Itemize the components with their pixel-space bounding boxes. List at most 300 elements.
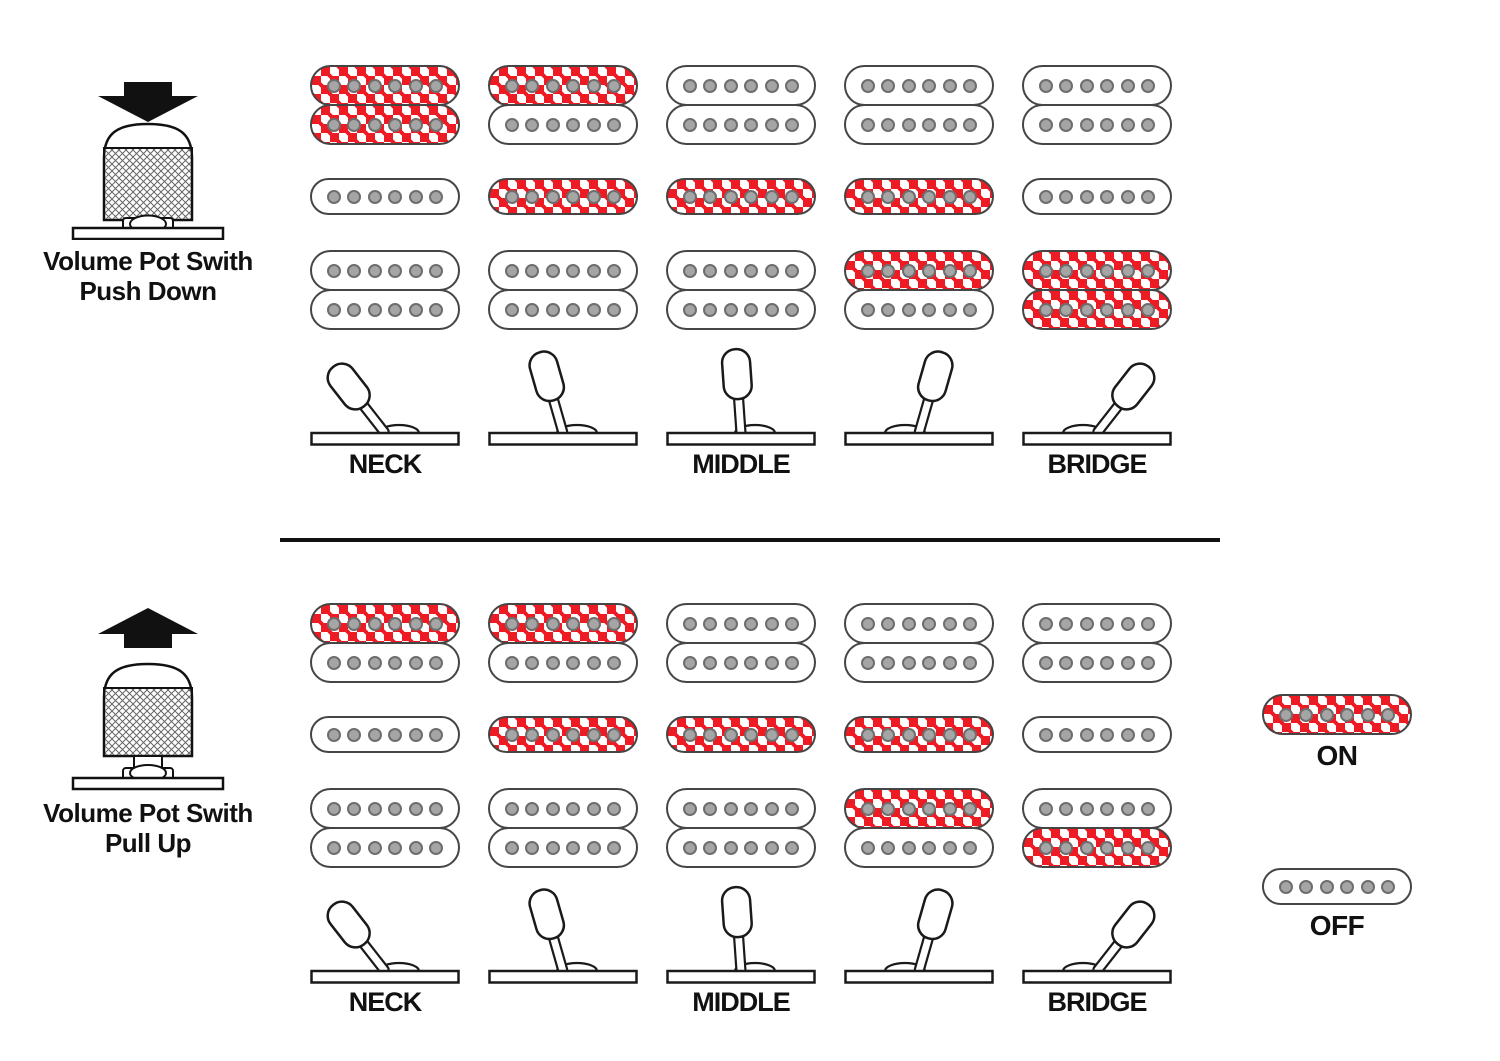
pole-piece-icon [861, 617, 875, 631]
pole-piece-icon [388, 656, 402, 670]
pole-piece-icon [409, 264, 423, 278]
middle-single-coil [310, 178, 460, 215]
pole-piece-icon [724, 190, 738, 204]
pole-piece-icon [703, 79, 717, 93]
caption-line-1: Volume Pot Swith [43, 246, 253, 276]
pole-piece-icon [943, 118, 957, 132]
pole-piece-icon [861, 190, 875, 204]
pole-piece-icon [587, 303, 601, 317]
pole-piece-icon [429, 303, 443, 317]
pole-piece-icon [902, 656, 916, 670]
pole-piece-icon [703, 264, 717, 278]
pole-piece-icon [943, 656, 957, 670]
pole-piece-icon [963, 802, 977, 816]
pole-piece-icon [327, 802, 341, 816]
pole-piece-icon [1100, 303, 1114, 317]
pole-piece-icon [347, 190, 361, 204]
legend-on [1262, 694, 1412, 772]
pole-piece-icon [744, 656, 758, 670]
pole-piece-icon [1100, 118, 1114, 132]
middle-single-coil [488, 716, 638, 753]
pole-piece-icon [546, 728, 560, 742]
pole-piece-icon [429, 728, 443, 742]
bridge-bottom-coil [666, 289, 816, 330]
pole-piece-icon [922, 190, 936, 204]
pull_up-position-3-column [666, 603, 816, 1019]
pole-piece-icon [525, 656, 539, 670]
pole-piece-icon [1080, 656, 1094, 670]
bridge-humbucker [310, 250, 460, 330]
pole-piece-icon [943, 79, 957, 93]
pole-piece-icon [525, 118, 539, 132]
pole-piece-icon [1039, 303, 1053, 317]
pole-piece-icon [566, 264, 580, 278]
pole-piece-icon [388, 118, 402, 132]
pole-piece-icon [902, 841, 916, 855]
pole-piece-icon [881, 802, 895, 816]
pole-piece-icon [943, 802, 957, 816]
pole-piece-icon [922, 728, 936, 742]
pole-piece-icon [902, 728, 916, 742]
pole-piece-icon [881, 264, 895, 278]
pole-piece-icon [1080, 264, 1094, 278]
pole-piece-icon [347, 264, 361, 278]
pole-piece-icon [902, 264, 916, 278]
pole-piece-icon [1080, 802, 1094, 816]
pole-piece-icon [1080, 617, 1094, 631]
pole-piece-icon [683, 728, 697, 742]
neck-bottom-coil [666, 104, 816, 145]
neck-bottom-coil [1022, 642, 1172, 683]
legend-off [1262, 868, 1412, 942]
selector-lever-icon [844, 885, 994, 984]
pole-piece-icon [902, 802, 916, 816]
middle-single-coil [844, 178, 994, 215]
pole-piece-icon [368, 118, 382, 132]
pole-piece-icon [1100, 728, 1114, 742]
neck-humbucker [488, 603, 638, 683]
pole-piece-icon [963, 303, 977, 317]
pole-piece-icon [683, 656, 697, 670]
pole-piece-icon [963, 118, 977, 132]
bridge-top-coil [310, 788, 460, 829]
pole-piece-icon [587, 79, 601, 93]
neck-humbucker [310, 603, 460, 683]
push-down-caption [43, 246, 253, 306]
pole-piece-icon [409, 617, 423, 631]
pole-piece-icon [744, 303, 758, 317]
bridge-bottom-coil [844, 827, 994, 868]
volume-knob-push-down-icon [28, 80, 268, 240]
pole-piece-icon [1059, 190, 1073, 204]
pole-piece-icon [429, 264, 443, 278]
neck-top-coil [310, 65, 460, 106]
position-label [488, 987, 638, 1019]
pole-piece-icon [429, 656, 443, 670]
pole-piece-icon [922, 656, 936, 670]
bridge-top-coil [488, 788, 638, 829]
pole-piece-icon [607, 303, 621, 317]
pole-piece-icon [587, 728, 601, 742]
pole-piece-icon [388, 617, 402, 631]
pole-piece-icon [861, 728, 875, 742]
pole-piece-icon [785, 79, 799, 93]
pole-piece-icon [587, 118, 601, 132]
pole-piece-icon [922, 802, 936, 816]
pole-piece-icon [744, 802, 758, 816]
neck-bottom-coil [666, 642, 816, 683]
pole-piece-icon [566, 841, 580, 855]
pole-piece-icon [724, 79, 738, 93]
bridge-top-coil [666, 788, 816, 829]
pole-piece-icon [409, 656, 423, 670]
pole-piece-icon [1121, 118, 1135, 132]
neck-top-coil [310, 603, 460, 644]
volume-pot-pull-up-block [28, 606, 268, 858]
legend-off-label: OFF [1309, 910, 1365, 941]
pole-piece-icon [861, 118, 875, 132]
pole-piece-icon [922, 79, 936, 93]
pole-piece-icon [546, 656, 560, 670]
pole-piece-icon [607, 617, 621, 631]
pole-piece-icon [765, 802, 779, 816]
pole-piece-icon [724, 841, 738, 855]
selector-lever-icon [488, 347, 638, 446]
pole-piece-icon [409, 802, 423, 816]
neck-humbucker [666, 603, 816, 683]
pole-piece-icon [881, 656, 895, 670]
pole-piece-icon [785, 264, 799, 278]
pole-piece-icon [1059, 617, 1073, 631]
middle-single-coil [666, 716, 816, 753]
pole-piece-icon [943, 841, 957, 855]
pull_up-position-1-column [310, 603, 460, 1019]
pole-piece-icon [785, 728, 799, 742]
pole-piece-icon [566, 728, 580, 742]
pole-piece-icon [546, 79, 560, 93]
bridge-humbucker [666, 788, 816, 868]
pole-piece-icon [347, 617, 361, 631]
pole-piece-icon [881, 79, 895, 93]
pole-piece-icon [744, 264, 758, 278]
legend-off-pickup [1262, 868, 1412, 905]
pole-piece-icon [1080, 190, 1094, 204]
pole-piece-icon [368, 79, 382, 93]
neck-humbucker [844, 603, 994, 683]
pole-piece-icon [546, 303, 560, 317]
volume-knob-pull-up-icon [28, 606, 268, 792]
pole-piece-icon [607, 118, 621, 132]
pole-piece-icon [881, 728, 895, 742]
volume-pot-push-down-block [28, 80, 268, 306]
neck-top-coil [844, 65, 994, 106]
pole-piece-icon [1121, 617, 1135, 631]
pole-piece-icon [505, 617, 519, 631]
neck-top-coil [844, 603, 994, 644]
pole-piece-icon [505, 802, 519, 816]
pole-piece-icon [429, 118, 443, 132]
neck-top-coil [488, 65, 638, 106]
pole-piece-icon [703, 728, 717, 742]
neck-top-coil [1022, 603, 1172, 644]
middle-single-coil [1022, 716, 1172, 753]
bridge-humbucker [1022, 788, 1172, 868]
pole-piece-icon [881, 190, 895, 204]
pole-piece-icon [587, 617, 601, 631]
pole-piece-icon [1059, 264, 1073, 278]
selector-lever-icon [1022, 885, 1172, 984]
pole-piece-icon [1039, 656, 1053, 670]
pole-piece-icon [703, 190, 717, 204]
pole-piece-icon [1121, 79, 1135, 93]
pole-piece-icon [1059, 118, 1073, 132]
pull_up-position-5-column [1022, 603, 1172, 1019]
pole-piece-icon [1141, 303, 1155, 317]
pole-piece-icon [429, 802, 443, 816]
pole-piece-icon [525, 79, 539, 93]
pole-piece-icon [388, 264, 402, 278]
pole-piece-icon [703, 617, 717, 631]
neck-humbucker [1022, 65, 1172, 145]
pole-piece-icon [587, 264, 601, 278]
pole-piece-icon [566, 303, 580, 317]
pole-piece-icon [861, 802, 875, 816]
selector-lever-icon [666, 885, 816, 984]
pole-piece-icon [607, 841, 621, 855]
neck-top-coil [666, 603, 816, 644]
pole-piece-icon [368, 190, 382, 204]
pole-piece-icon [368, 728, 382, 742]
neck-humbucker [488, 65, 638, 145]
pole-piece-icon [765, 264, 779, 278]
pole-piece-icon [546, 190, 560, 204]
legend-on-label: ON [1316, 740, 1358, 771]
pole-piece-icon [546, 118, 560, 132]
pole-piece-icon [1279, 880, 1293, 894]
pole-piece-icon [1039, 190, 1053, 204]
pole-piece-icon [1080, 118, 1094, 132]
pole-piece-icon [922, 617, 936, 631]
pole-piece-icon [409, 79, 423, 93]
pole-piece-icon [1059, 656, 1073, 670]
pole-piece-icon [1121, 656, 1135, 670]
pole-piece-icon [505, 841, 519, 855]
pole-piece-icon [505, 264, 519, 278]
pole-piece-icon [861, 79, 875, 93]
bridge-humbucker [844, 250, 994, 330]
pole-piece-icon [744, 190, 758, 204]
pull-up-caption [43, 798, 253, 858]
neck-bottom-coil [844, 642, 994, 683]
pole-piece-icon [429, 841, 443, 855]
pole-piece-icon [388, 728, 402, 742]
pole-piece-icon [703, 303, 717, 317]
pole-piece-icon [505, 728, 519, 742]
pole-piece-icon [525, 841, 539, 855]
pole-piece-icon [744, 728, 758, 742]
pole-piece-icon [1100, 190, 1114, 204]
pole-piece-icon [347, 802, 361, 816]
pole-piece-icon [1059, 303, 1073, 317]
pole-piece-icon [1381, 708, 1395, 722]
bridge-bottom-coil [310, 827, 460, 868]
neck-bottom-coil [310, 642, 460, 683]
pole-piece-icon [881, 617, 895, 631]
pole-piece-icon [388, 303, 402, 317]
position-label [844, 449, 994, 481]
pole-piece-icon [1381, 880, 1395, 894]
bridge-top-coil [310, 250, 460, 291]
pole-piece-icon [1080, 79, 1094, 93]
pole-piece-icon [1340, 880, 1354, 894]
pole-piece-icon [963, 728, 977, 742]
pole-piece-icon [327, 79, 341, 93]
pole-piece-icon [922, 118, 936, 132]
pole-piece-icon [1080, 841, 1094, 855]
pole-piece-icon [1100, 79, 1114, 93]
bridge-humbucker [488, 250, 638, 330]
neck-top-coil [1022, 65, 1172, 106]
pole-piece-icon [587, 841, 601, 855]
pole-piece-icon [683, 118, 697, 132]
pole-piece-icon [607, 802, 621, 816]
pole-piece-icon [1100, 656, 1114, 670]
pole-piece-icon [902, 118, 916, 132]
pole-piece-icon [744, 617, 758, 631]
pole-piece-icon [1141, 118, 1155, 132]
pole-piece-icon [765, 656, 779, 670]
pole-piece-icon [861, 841, 875, 855]
pole-piece-icon [1039, 617, 1053, 631]
pole-piece-icon [327, 118, 341, 132]
pole-piece-icon [347, 656, 361, 670]
position-label: MIDDLE [692, 449, 790, 479]
pole-piece-icon [703, 656, 717, 670]
bridge-top-coil [844, 788, 994, 829]
pole-piece-icon [1121, 841, 1135, 855]
position-label [488, 449, 638, 481]
pole-piece-icon [785, 303, 799, 317]
neck-bottom-coil [488, 642, 638, 683]
pole-piece-icon [1141, 79, 1155, 93]
pole-piece-icon [881, 118, 895, 132]
pole-piece-icon [861, 264, 875, 278]
position-label: MIDDLE [692, 987, 790, 1017]
pole-piece-icon [861, 303, 875, 317]
neck-top-coil [488, 603, 638, 644]
pole-piece-icon [429, 190, 443, 204]
pole-piece-icon [943, 264, 957, 278]
pole-piece-icon [429, 79, 443, 93]
pole-piece-icon [683, 264, 697, 278]
pole-piece-icon [902, 303, 916, 317]
bridge-bottom-coil [666, 827, 816, 868]
pole-piece-icon [327, 617, 341, 631]
pole-piece-icon [703, 841, 717, 855]
pole-piece-icon [607, 79, 621, 93]
pole-piece-icon [607, 728, 621, 742]
pole-piece-icon [785, 617, 799, 631]
pole-piece-icon [963, 841, 977, 855]
bridge-top-coil [1022, 788, 1172, 829]
pole-piece-icon [409, 841, 423, 855]
neck-bottom-coil [844, 104, 994, 145]
pole-piece-icon [368, 303, 382, 317]
pole-piece-icon [1059, 841, 1073, 855]
pole-piece-icon [943, 617, 957, 631]
selector-lever-icon [310, 347, 460, 446]
pole-piece-icon [347, 118, 361, 132]
bridge-top-coil [844, 250, 994, 291]
pole-piece-icon [1320, 708, 1334, 722]
pole-piece-icon [1141, 190, 1155, 204]
pole-piece-icon [861, 656, 875, 670]
pole-piece-icon [347, 841, 361, 855]
pole-piece-icon [724, 264, 738, 278]
pole-piece-icon [902, 79, 916, 93]
caption-line-2: Push Down [79, 276, 217, 306]
pole-piece-icon [409, 118, 423, 132]
pole-piece-icon [1141, 656, 1155, 670]
pole-piece-icon [587, 190, 601, 204]
pole-piece-icon [607, 190, 621, 204]
position-label: BRIDGE [1047, 449, 1147, 479]
pole-piece-icon [368, 841, 382, 855]
pole-piece-icon [1039, 79, 1053, 93]
position-label: NECK [348, 987, 422, 1017]
bridge-bottom-coil [488, 827, 638, 868]
pole-piece-icon [327, 841, 341, 855]
pole-piece-icon [943, 728, 957, 742]
push_down-position-5-column [1022, 65, 1172, 481]
neck-humbucker [666, 65, 816, 145]
pole-piece-icon [881, 841, 895, 855]
pole-piece-icon [963, 79, 977, 93]
selector-lever-icon [844, 347, 994, 446]
pole-piece-icon [388, 79, 402, 93]
pole-piece-icon [505, 656, 519, 670]
push_down-position-3-column [666, 65, 816, 481]
pole-piece-icon [505, 79, 519, 93]
pole-piece-icon [429, 617, 443, 631]
caption-line-2: Pull Up [104, 828, 192, 858]
pole-piece-icon [1039, 728, 1053, 742]
pole-piece-icon [881, 303, 895, 317]
pole-piece-icon [347, 728, 361, 742]
pole-piece-icon [1299, 708, 1313, 722]
pole-piece-icon [566, 79, 580, 93]
pole-piece-icon [409, 728, 423, 742]
position-label: NECK [348, 449, 422, 479]
pole-piece-icon [744, 79, 758, 93]
pole-piece-icon [724, 303, 738, 317]
pole-piece-icon [724, 118, 738, 132]
pole-piece-icon [546, 841, 560, 855]
selector-lever-icon [1022, 347, 1172, 446]
pole-piece-icon [683, 190, 697, 204]
pole-piece-icon [963, 264, 977, 278]
pole-piece-icon [607, 264, 621, 278]
pole-piece-icon [1361, 880, 1375, 894]
pole-piece-icon [1059, 728, 1073, 742]
pole-piece-icon [505, 118, 519, 132]
pole-piece-icon [765, 79, 779, 93]
pole-piece-icon [525, 264, 539, 278]
pole-piece-icon [525, 802, 539, 816]
middle-single-coil [488, 178, 638, 215]
selector-lever-icon [666, 347, 816, 446]
pole-piece-icon [1141, 841, 1155, 855]
